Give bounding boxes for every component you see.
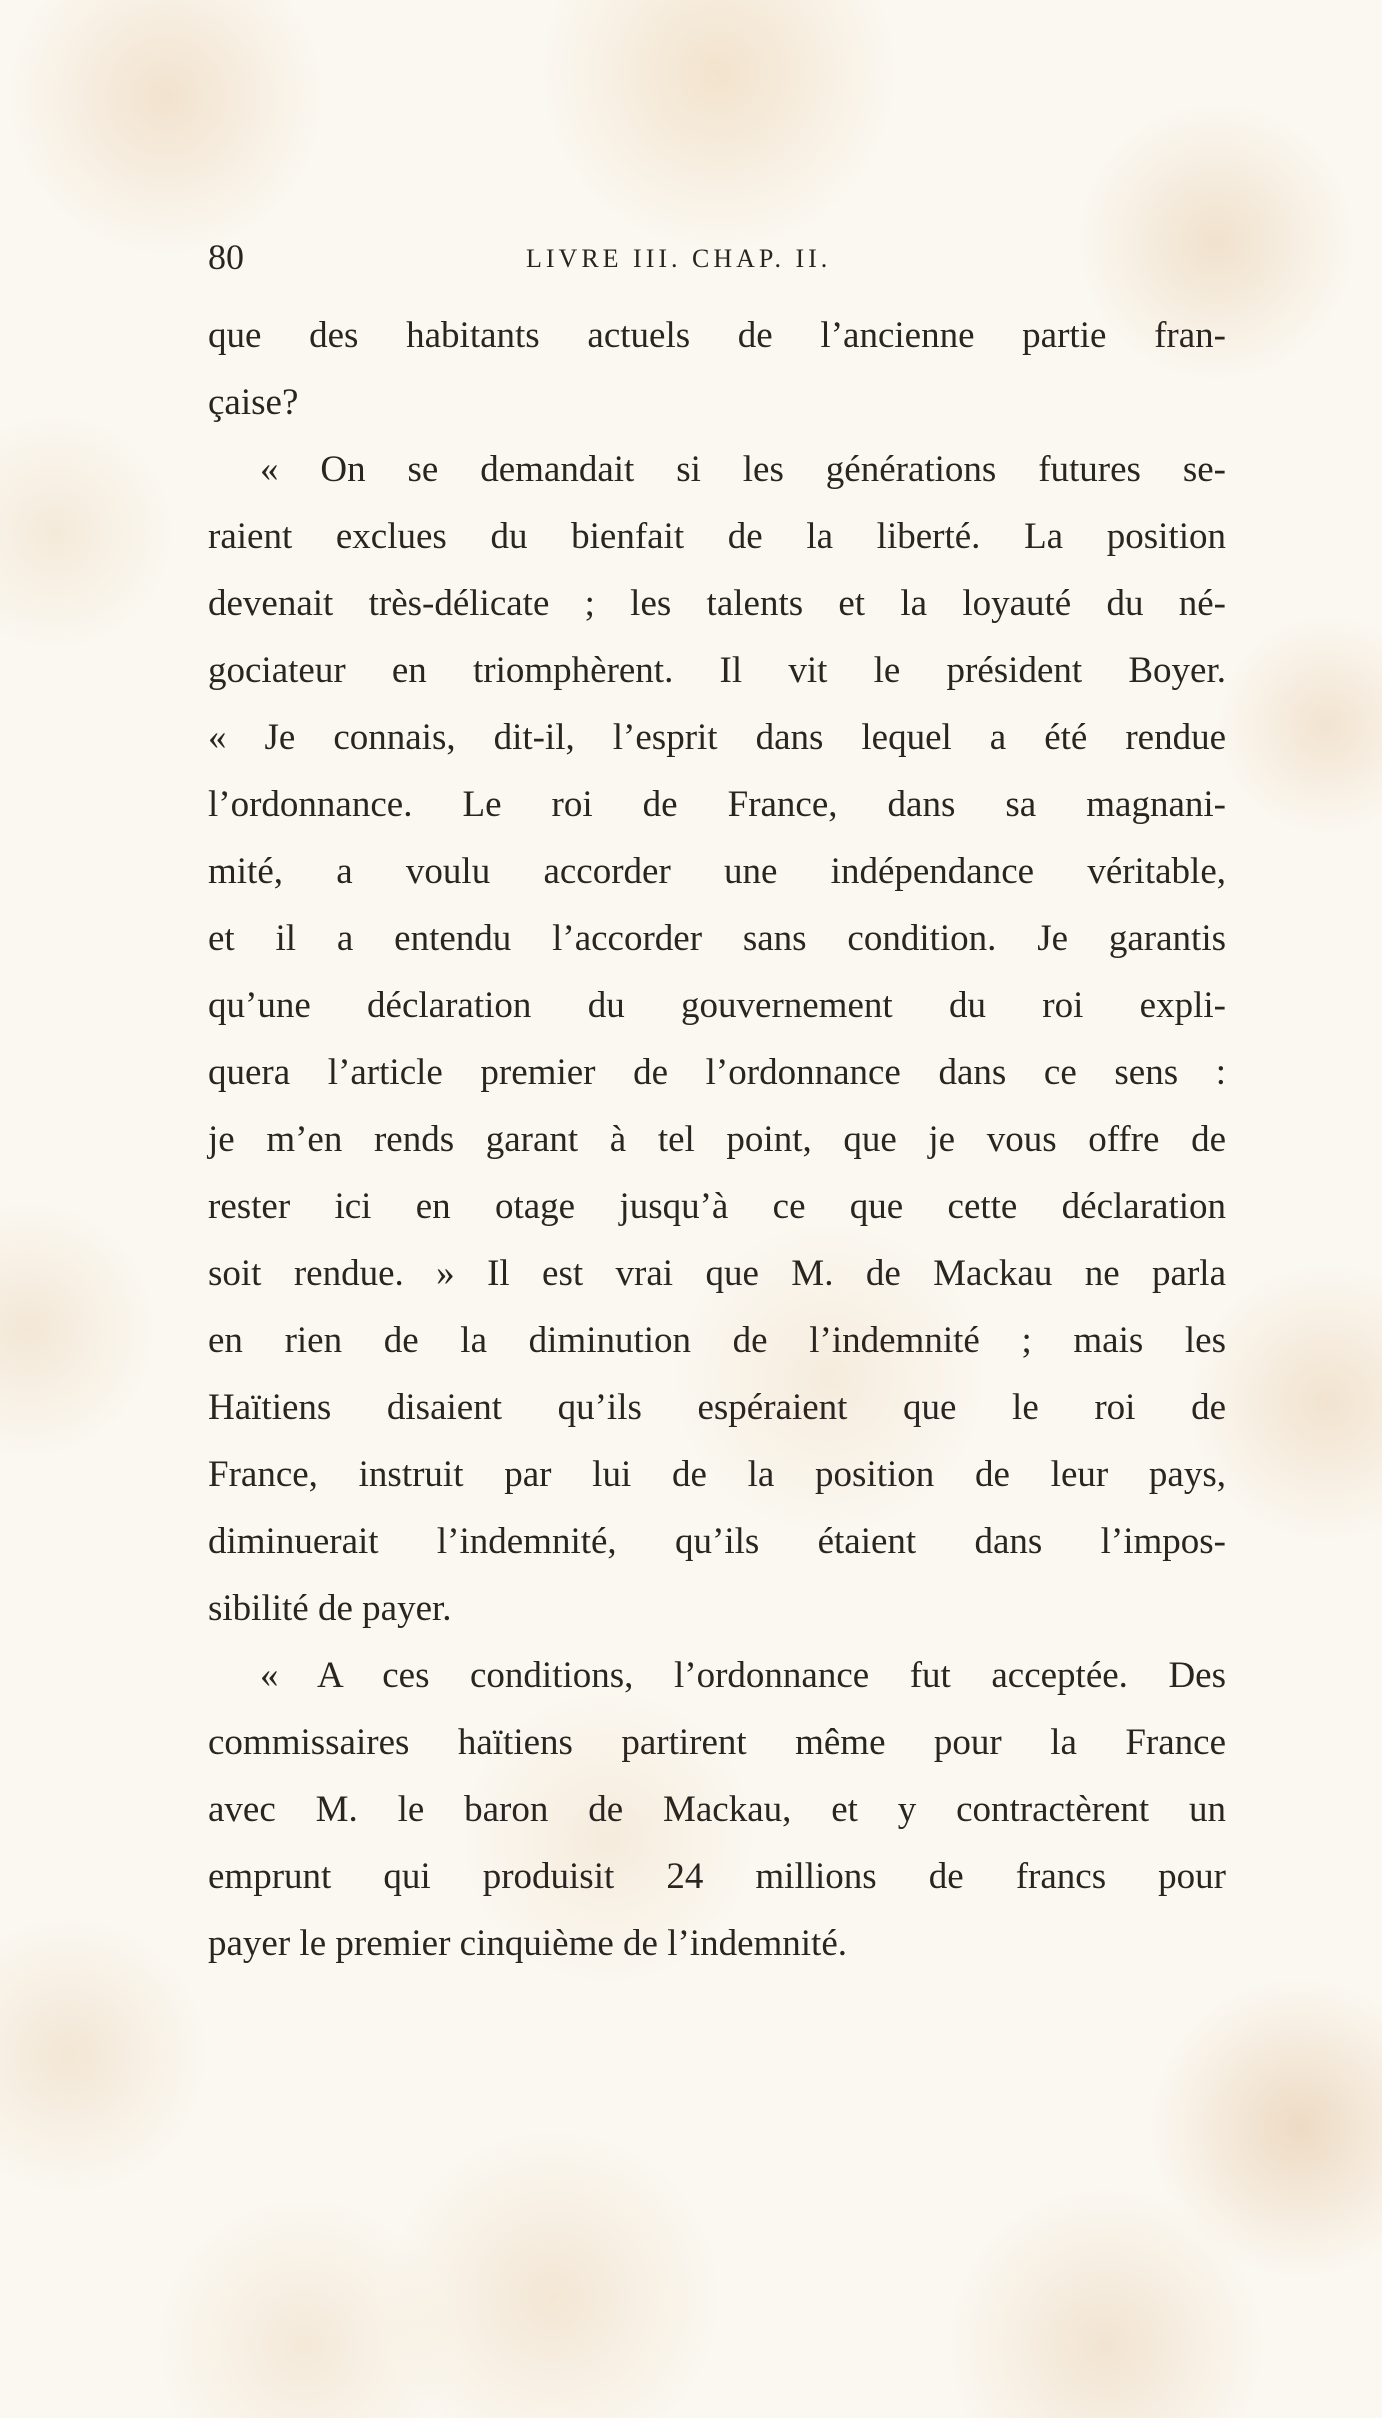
text-line: emprunt qui produisit 24 millions de francs pour bbox=[208, 1856, 1226, 1897]
body-text bbox=[208, 302, 1226, 1977]
text-line: en rien de la diminution de l’indemnité ; mais les bbox=[208, 1320, 1226, 1361]
text-line: et il a entendu l’accorder sans condition. Je garantis bbox=[208, 918, 1226, 959]
text-line: sibilité de payer. bbox=[208, 1588, 452, 1629]
text-line: rester ici en otage jusqu’à ce que cette déclaration bbox=[208, 1186, 1226, 1227]
text-line: soit rendue. » Il est vrai que M. de Mackau ne parla bbox=[208, 1253, 1226, 1294]
text-line: Haïtiens disaient qu’ils espéraient que le roi de bbox=[208, 1387, 1226, 1428]
running-title: LIVRE III. CHAP. II. bbox=[526, 244, 832, 273]
text-line: quera l’article premier de l’ordonnance dans ce sens : bbox=[208, 1052, 1226, 1093]
text-line: commissaires haïtiens partirent même pour la France bbox=[208, 1722, 1226, 1763]
text-line: « On se demandait si les générations futures se- bbox=[260, 449, 1226, 490]
text-line: qu’une déclaration du gouvernement du roi expli- bbox=[208, 985, 1226, 1026]
text-line: mité, a voulu accorder une indépendance véritable, bbox=[208, 851, 1226, 892]
text-line: avec M. le baron de Mackau, et y contractèrent un bbox=[208, 1789, 1226, 1830]
text-line: raient exclues du bienfait de la liberté. La position bbox=[208, 516, 1226, 557]
running-head bbox=[208, 232, 1228, 282]
text-line: gociateur en triomphèrent. Il vit le président Boyer. bbox=[208, 650, 1226, 691]
page-number: 80 bbox=[208, 237, 244, 277]
text-line: l’ordonnance. Le roi de France, dans sa magnani- bbox=[208, 784, 1226, 825]
text-line: diminuerait l’indemnité, qu’ils étaient dans l’impos- bbox=[208, 1521, 1226, 1562]
text-line: je m’en rends garant à tel point, que je vous offre de bbox=[208, 1119, 1226, 1160]
text-line: France, instruit par lui de la position de leur pays, bbox=[208, 1454, 1226, 1495]
text-line: que des habitants actuels de l’ancienne partie fran- bbox=[208, 315, 1226, 356]
text-line: « Je connais, dit-il, l’esprit dans lequel a été rendue bbox=[208, 717, 1226, 758]
text-line: çaise? bbox=[208, 382, 299, 423]
text-line: « A ces conditions, l’ordonnance fut acceptée. Des bbox=[260, 1655, 1226, 1696]
text-line: payer le premier cinquième de l’indemnité. bbox=[208, 1923, 848, 1964]
text-line: devenait très-délicate ; les talents et la loyauté du né- bbox=[208, 583, 1226, 624]
